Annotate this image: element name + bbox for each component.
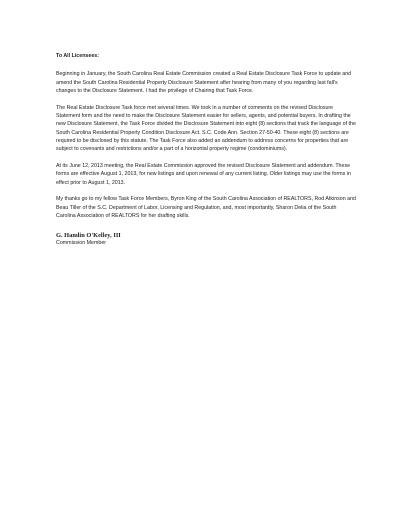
paragraph-thanks: My thanks go to my fellow Task Force Members, Byron King of the South Carolina Association of REALTORS, Rod Atkinson and Beau Tiller of the S.C. Department of Labor, Licensing and Regulation, and, most importantly, Sharon Delia of the South Carolina Association of REALTORS for her drafting skills. <box>56 196 357 219</box>
paragraph-task-force-creation: Beginning in January, the South Carolina Real Estate Commission created a Real Estate Disclosure Task Force to update and amend the South Carolina Residential Property Disclosure Statement after hearing from many of you regarding last fall's changes to the Disclosure Statement. I had the privilege of Chairing that Task Force. <box>56 71 352 94</box>
signatory-title: Commission Member <box>56 240 107 247</box>
salutation: To All Licensees: <box>56 53 99 59</box>
signature-block <box>56 232 356 248</box>
paragraph-task-force-work: The Real Estate Disclosure Task force met several times. We took in a number of comments on the revised Disclosure Statement form and the need to make the Disclosure Statement easier for sellers, agents, and potential buyers. In drafting the new Disclosure Statement, the Task Force divided the Disclosure Statement into eight (8) sections that track the language of the South Carolina Residential Property Condition Disclosure Act. S.C. Code Ann. Section 27-50-40. These eight (8) sections are required to be disclosed by this statute. The Task Force also added an addendum to address concerns for properties that are subject to covenants and restrictions and/or a part of a horizontal property regime (condominiums). <box>56 104 356 153</box>
letter-body <box>56 52 356 248</box>
signatory-name: G. Hamlin O'Kelley, III <box>56 232 121 240</box>
paragraph-approval: At its June 12, 2013 meeting, the Real Estate Commission approved the revised Disclosure Statement and addendum. These forms are effective August 1, 2013, for new listings and upon renewal of any current listing. Older listings may use the forms in effect prior to August 1, 2013. <box>56 162 351 186</box>
